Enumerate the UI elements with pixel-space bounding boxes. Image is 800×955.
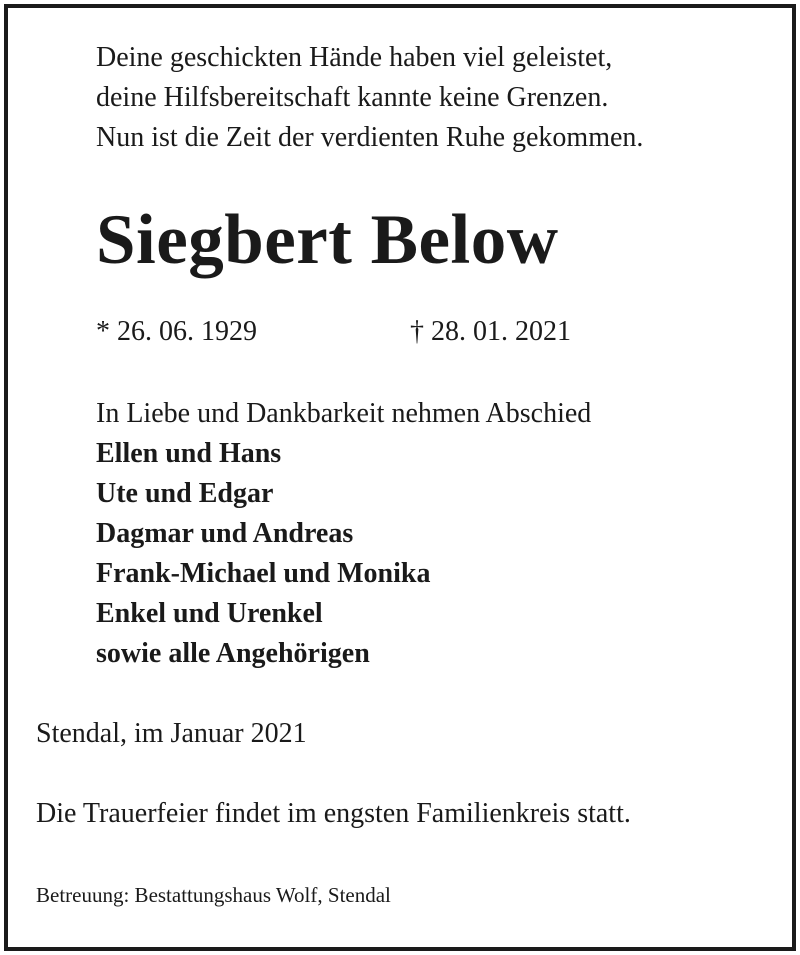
funeral-home-credit: Betreuung: Bestattungshaus Wolf, Stendal (36, 883, 391, 907)
mourners (96, 394, 591, 674)
mourners-intro: In Liebe und Dankbarkeit nehmen Abschied (96, 398, 592, 429)
family-member: Dagmar und Andreas (96, 518, 354, 549)
death-date: † 28. 01. 2021 (410, 316, 571, 347)
birth-date: * 26. 06. 1929 (96, 316, 257, 347)
poem-line: Deine geschickten Hände haben viel geleistet, (96, 42, 613, 73)
poem (96, 38, 643, 158)
family-member: sowie alle Angehörigen (96, 638, 370, 669)
ceremony-note: Die Trauerfeier findet im engsten Familienkreis statt. (36, 798, 631, 829)
family-member: Enkel und Urenkel (96, 598, 323, 629)
deceased-name: Siegbert Below (96, 201, 559, 279)
family-list (96, 434, 591, 674)
place-date: Stendal, im Januar 2021 (36, 718, 307, 749)
family-member: Ute und Edgar (96, 478, 274, 509)
poem-line: deine Hilfsbereitschaft kannte keine Grenzen. (96, 82, 609, 113)
family-member: Frank-Michael und Monika (96, 558, 431, 589)
family-member: Ellen und Hans (96, 438, 282, 469)
poem-line: Nun ist die Zeit der verdienten Ruhe gekommen. (96, 122, 644, 153)
